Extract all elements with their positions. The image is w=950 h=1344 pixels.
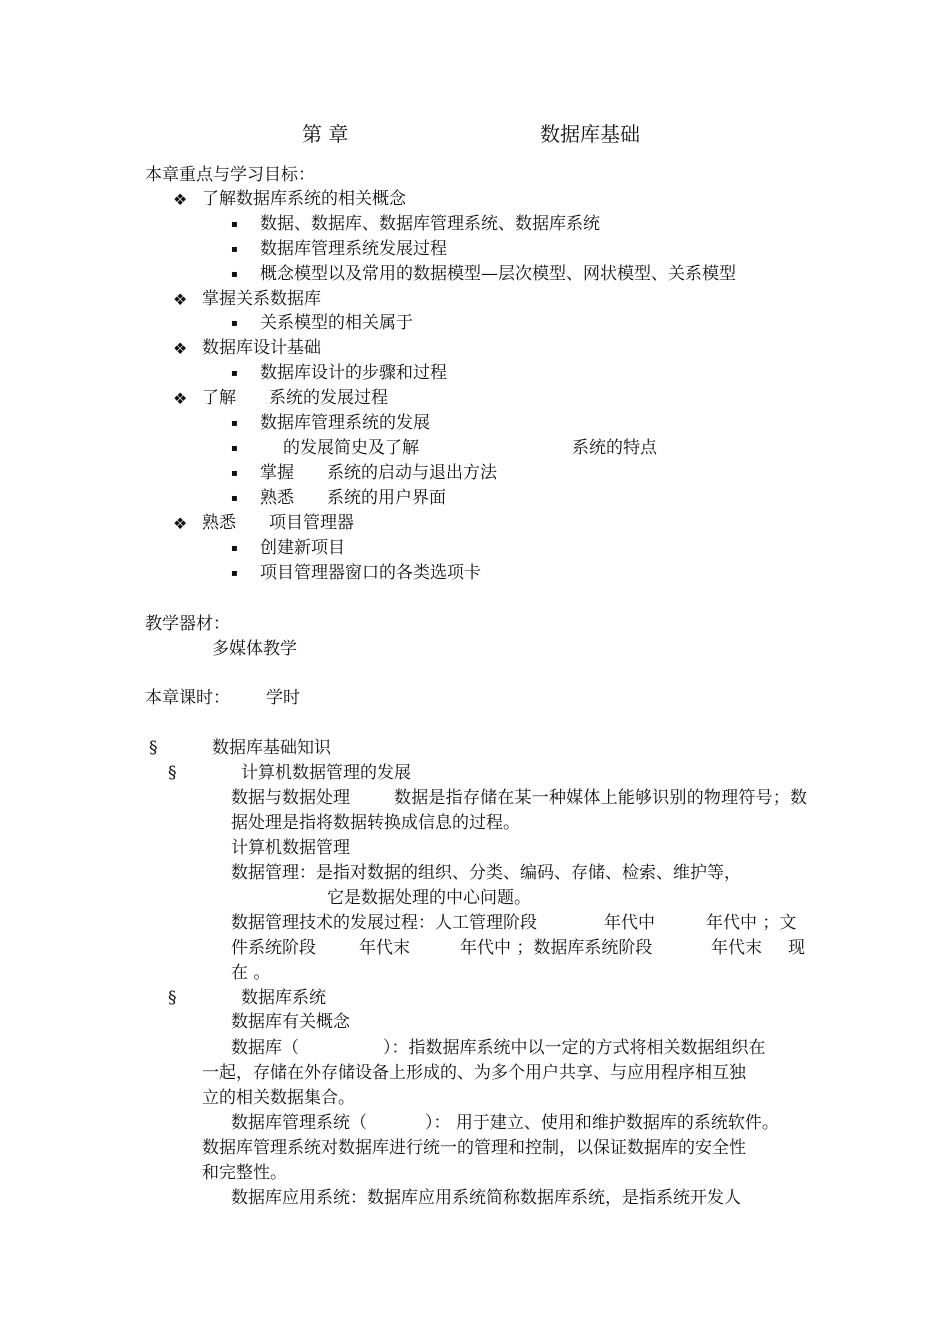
objective-subitem-part: 系统的启动与退出方法 [327, 463, 497, 483]
objective-item: 掌握关系数据库 [202, 289, 321, 309]
paragraph-text: 年代末 [359, 938, 410, 958]
paragraph-text: 数据管理技术的发展过程：人工管理阶段 [231, 913, 537, 933]
section-mark: § [149, 738, 158, 758]
section-mark: § [168, 763, 177, 783]
square-bullet-icon: ▪ [231, 318, 238, 329]
subsection-title: 数据库系统 [241, 988, 326, 1008]
hours-label: 本章课时： [145, 688, 230, 708]
objective-subitem: 数据库管理系统的发展 [260, 413, 430, 433]
diamond-bullet-icon: ❖ [173, 290, 188, 309]
objective-subitem-part: 掌握 [260, 463, 294, 483]
objective-subitem-part: 系统的用户界面 [327, 488, 446, 508]
objective-subitem: 项目管理器窗口的各类选项卡 [260, 563, 481, 583]
paragraph-text: 在 。 [231, 963, 271, 983]
objective-subitem: 数据库设计的步骤和过程 [260, 363, 447, 383]
materials-heading: 教学器材： [145, 614, 230, 634]
materials-value: 多媒体教学 [212, 639, 297, 659]
paragraph-text: 数据与数据处理 [231, 788, 350, 808]
objective-item-part: 项目管理器 [269, 513, 354, 533]
paragraph-text: 数据管理：是指对数据的组织、分类、编码、存储、检索、维护等， [231, 863, 741, 883]
hours-unit: 学时 [266, 688, 300, 708]
diamond-bullet-icon: ❖ [173, 190, 188, 209]
objective-subitem: 数据库管理系统发展过程 [260, 239, 447, 259]
diamond-bullet-icon: ❖ [173, 514, 188, 533]
paragraph-text: 计算机数据管理 [231, 838, 350, 858]
objectives-heading: 本章重点与学习目标： [145, 165, 315, 185]
paragraph-text: 数据库有关概念 [231, 1012, 350, 1032]
square-bullet-icon: ▪ [231, 543, 238, 554]
section-mark: § [168, 988, 177, 1008]
diamond-bullet-icon: ❖ [173, 339, 188, 358]
objective-subitem-part: 系统的特点 [572, 438, 657, 458]
paragraph-text: 一起，存储在外存储设备上形成的、为多个用户共享、与应用程序相互独 [202, 1063, 746, 1083]
paragraph-text: 和完整性。 [202, 1163, 287, 1183]
square-bullet-icon: ▪ [231, 269, 238, 280]
objective-subitem: 数据、数据库、数据库管理系统、数据库系统 [260, 214, 600, 234]
objective-subitem: 概念模型以及常用的数据模型—层次模型、网状模型、关系模型 [260, 264, 736, 284]
paragraph-text: 年代中 ；文 [706, 913, 797, 933]
paragraph-text: ）： 用于建立、使用和维护数据库的系统软件。 [425, 1113, 779, 1133]
objective-item-part: 系统的发展过程 [269, 388, 388, 408]
objective-item: 了解数据库系统的相关概念 [202, 189, 406, 209]
square-bullet-icon: ▪ [231, 493, 238, 504]
square-bullet-icon: ▪ [231, 443, 238, 454]
square-bullet-icon: ▪ [231, 368, 238, 379]
square-bullet-icon: ▪ [231, 568, 238, 579]
paragraph-text: 数据库（ [231, 1038, 299, 1058]
paragraph-text: ）：指数据库系统中以一定的方式将相关数据组织在 [383, 1038, 766, 1058]
objective-subitem-part: 熟悉 [260, 488, 294, 508]
chapter-label: 第 章 [302, 122, 349, 146]
paragraph-text: 现 [788, 938, 805, 958]
objective-item: 数据库设计基础 [202, 338, 321, 358]
section-title: 数据库基础知识 [212, 738, 331, 758]
paragraph-text: 件系统阶段 [231, 938, 316, 958]
paragraph-text: 数据库管理系统（ [231, 1113, 367, 1133]
objective-subitem-part: 的发展简史及了解 [283, 438, 419, 458]
diamond-bullet-icon: ❖ [173, 389, 188, 408]
objective-subitem: 关系模型的相关属于 [260, 313, 413, 333]
subsection-title: 计算机数据管理的发展 [241, 763, 411, 783]
paragraph-text: 立的相关数据集合。 [202, 1088, 355, 1108]
square-bullet-icon: ▪ [231, 219, 238, 230]
square-bullet-icon: ▪ [231, 418, 238, 429]
paragraph-text: 数据是指存储在某一种媒体上能够识别的物理符号；数据处理是指将数据转换成信息的过程。 [231, 788, 807, 833]
objective-subitem: 创建新项目 [260, 538, 345, 558]
paragraph-text: 数据库应用系统：数据库应用系统简称数据库系统，是指系统开发人 [231, 1188, 741, 1208]
paragraph-text: 年代中 [604, 913, 655, 933]
chapter-title: 数据库基础 [540, 122, 640, 146]
paragraph-text: 年代末 [711, 938, 762, 958]
square-bullet-icon: ▪ [231, 244, 238, 255]
paragraph-text: 数据库管理系统对数据库进行统一的管理和控制，以保证数据库的安全性 [202, 1138, 746, 1158]
objective-item-part: 了解 [202, 388, 236, 408]
square-bullet-icon: ▪ [231, 468, 238, 479]
objective-item-part: 熟悉 [202, 513, 236, 533]
paragraph-text: 年代中 ；数据库系统阶段 [460, 938, 653, 958]
paragraph-text: 它是数据处理的中心问题。 [327, 888, 531, 908]
